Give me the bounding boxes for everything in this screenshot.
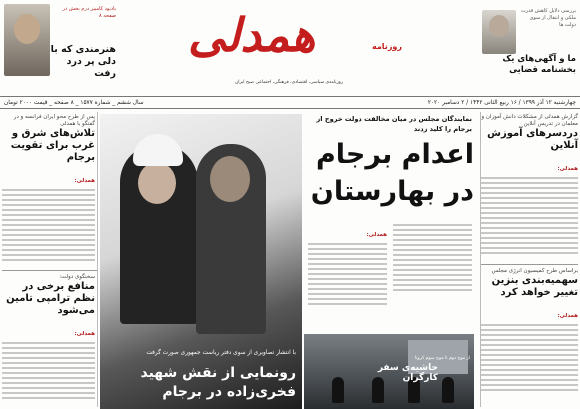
photo-caption-headline: رونمایی از نقش شهید فخری‌زاده در برجام (140, 365, 296, 400)
story-lead: همدلی: (74, 178, 95, 184)
issue-info: سال ششم _ شماره ۱۵۷۷ _ ۸ صفحه _ قیمت ۲۰۰۰ تومان (4, 100, 144, 106)
columnist-photo (482, 10, 516, 54)
story-lead: همدلی: (557, 166, 578, 172)
newspaper-logo (178, 2, 402, 80)
story-fuel-quota[interactable] (481, 264, 578, 394)
masthead-left-teaser[interactable] (4, 4, 116, 90)
main-photo[interactable] (100, 114, 302, 409)
main-headline[interactable]: اعدام برجام در بهارستان (310, 139, 474, 207)
photo-caption-kicker: با انتشار تصاویری از سوی دفتر ریاست جمهوری صورت گرفت (146, 350, 296, 356)
story-kicker: براساس طرح کمیسیون انرژی مجلس (491, 268, 578, 274)
right-column (480, 112, 578, 407)
left-column (2, 112, 98, 407)
secondary-photo-caption: از موج دوم تا موج سوم کرونا (414, 356, 470, 361)
story-kicker: سخنگوی دولت: (59, 274, 95, 280)
story-body (481, 302, 578, 391)
story-body (2, 320, 95, 399)
story-title: دردسرهای آموزش آنلاین (487, 128, 578, 151)
text-column (308, 221, 387, 308)
teaser-kicker: بررسی دلایل کاهش قدرت ملکی و انتقال از سوی دولت ها (521, 8, 576, 28)
masthead-right-teaser[interactable] (478, 4, 576, 90)
photo-person (442, 377, 454, 403)
photo-face (138, 162, 176, 204)
story-government-spokesman[interactable] (2, 270, 97, 402)
story-online-education[interactable] (481, 114, 578, 257)
issue-date: چهارشنبه ۱۲ آذر ۱۳۹۹ / ۱۶ ربیع الثانی ۱۴۴۲ / ۲ دسامبر ۲۰۲۰ (427, 100, 576, 106)
story-lead: همدلی: (74, 331, 95, 337)
logo-subtitle: روزنامه (372, 42, 402, 51)
masthead (0, 0, 580, 96)
story-title: منافع برخی در نظم ترامپی تامین می‌شود (6, 281, 95, 316)
main-story-body (308, 218, 472, 328)
story-lead: همدلی: (557, 313, 578, 319)
story-title: سهمیه‌بندی بنزین تغییر خواهد کرد (491, 275, 578, 298)
teaser-title: هنرمندی که با دلی پر درد رفت (50, 44, 116, 79)
dateline-bar (0, 96, 580, 109)
secondary-photo-headline: حاشیه‌ی سفر کارگران (377, 363, 438, 383)
artist-photo (4, 4, 50, 76)
story-east-west-jcpoa[interactable] (2, 114, 97, 264)
logo-wordmark: همدلی (188, 8, 316, 62)
photo-person (332, 377, 344, 403)
story-kicker: پس از طرح محو ایران فرانسه و در گفتگو با همدلی (13, 114, 95, 127)
center-section (100, 112, 478, 409)
photo-turban (133, 134, 183, 166)
photo-face (210, 156, 250, 202)
story-body (2, 167, 95, 261)
story-kicker: گزارش همدلی از مشکلات دانش آموزان و معلمان در تدریس آنلاین (481, 114, 578, 127)
story-title: تلاش‌های شرق و غرب برای تقویت برجام (10, 128, 95, 163)
story-body (481, 155, 578, 254)
main-kicker: نمایندگان مجلس در میان مخالفت دولت خروج از برجام را کلید زدند (316, 115, 472, 133)
teaser-kicker: یادبود کامبیز درم بخش در صفحه ۸ (62, 6, 116, 19)
teaser-title: ما و آگهی‌های یک بخشنامه قضایی (502, 54, 576, 75)
text-column (393, 221, 472, 308)
tagline: روزنامه‌ی سیاسی، اقتصادی، فرهنگی، اجتماعی صبح ایران (234, 80, 344, 85)
story-lead: همدلی: (366, 232, 387, 238)
